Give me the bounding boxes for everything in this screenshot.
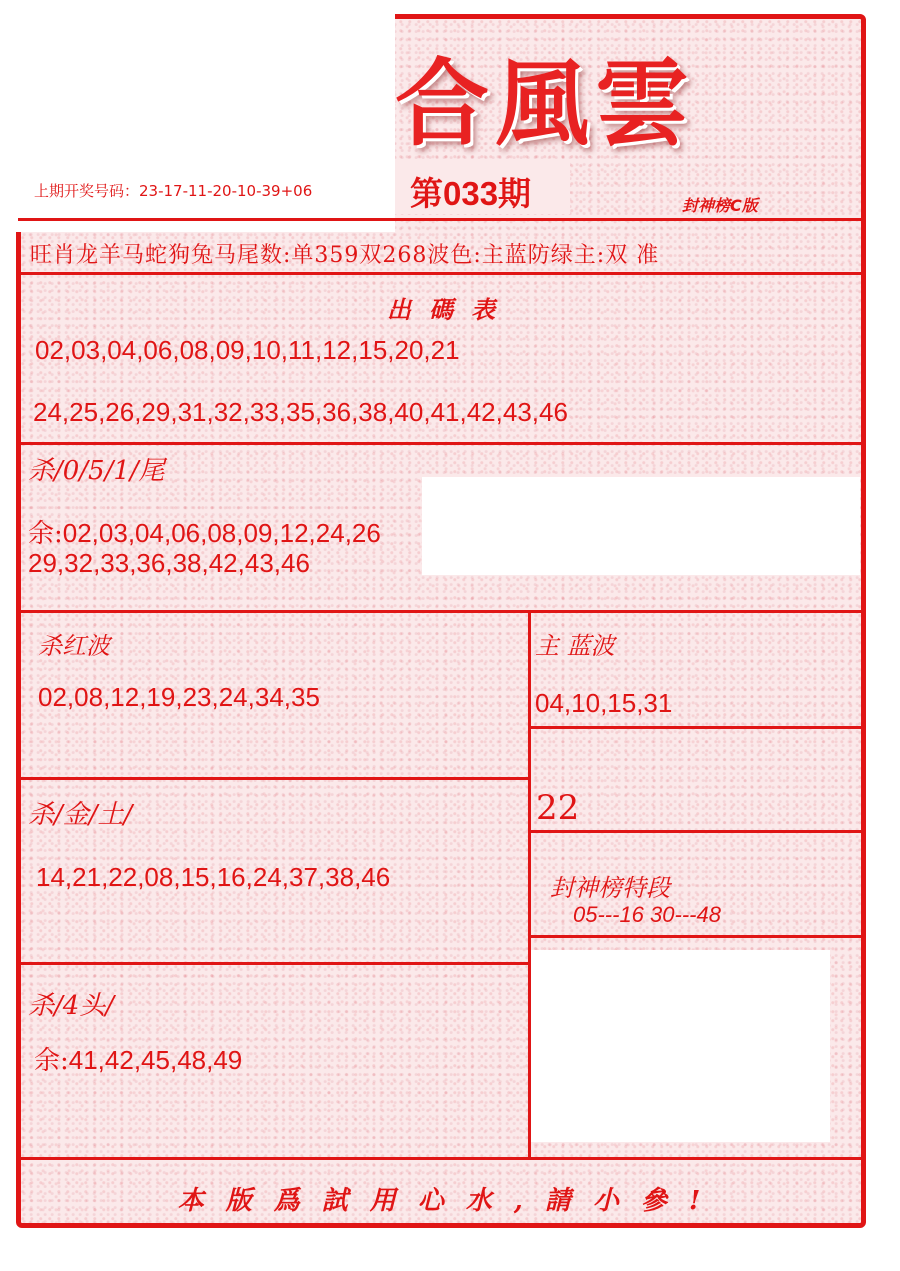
code-chart-title: 出碼表 — [387, 295, 513, 324]
special-ranges: 05---16 30---48 — [573, 902, 721, 927]
rest-label: 余: — [28, 519, 63, 549]
edition-label: 封神榜C版 — [682, 196, 758, 215]
previous-draw-numbers: 23-17-11-20-10-39+06 — [139, 182, 313, 200]
divider-chart — [18, 442, 866, 445]
blank-box-right — [422, 477, 860, 575]
kill-red-numbers: 02,08,12,19,23,24,34,35 — [38, 682, 320, 712]
divider-single — [528, 830, 866, 833]
main-blue-numbers: 04,10,15,31 — [535, 688, 673, 718]
kill-heads-row — [34, 1040, 242, 1077]
info-line: 旺肖龙羊马蛇狗兔马尾数:单359双268波色:主蓝防绿主:双 准 — [30, 243, 660, 268]
previous-draw — [34, 180, 312, 201]
single-number: 22 — [536, 788, 580, 828]
divider-red-wave — [18, 777, 530, 780]
kill-elements-numbers: 14,21,22,08,15,16,24,37,38,46 — [36, 862, 391, 892]
masthead-title: 合風雲 — [395, 49, 696, 159]
blank-box-bottom — [530, 950, 830, 1142]
kill-tails-row-2: 29,32,33,36,38,42,43,46 — [28, 548, 310, 578]
divider-info — [18, 272, 866, 275]
kill-red-heading: 杀红波 — [38, 632, 110, 660]
previous-draw-label: 上期开奖号码： — [34, 182, 140, 200]
kill-tails-heading: 杀/0/5/1/尾 — [28, 456, 165, 486]
kill-tails-numbers-1: 02,03,04,06,08,09,12,24,26 — [62, 518, 381, 548]
divider-tails — [18, 610, 866, 613]
kill-elements-heading: 杀/金/土/ — [28, 800, 133, 830]
issue-number: 第033期 — [410, 175, 532, 212]
footer-note: 本版爲試用心水,請小參! — [177, 1186, 723, 1216]
divider-header — [18, 218, 866, 221]
kill-heads-heading: 杀/4头/ — [28, 991, 115, 1021]
kill-heads-numbers: 41,42,45,48,49 — [68, 1045, 243, 1075]
code-chart-row-1: 02,03,04,06,08,09,10,11,12,15,20,21 — [35, 335, 460, 365]
divider-special — [528, 935, 866, 938]
divider-elements — [18, 962, 530, 965]
column-divider — [528, 610, 531, 1158]
divider-footer — [18, 1157, 866, 1160]
code-chart-row-2: 24,25,26,29,31,32,33,35,36,38,40,41,42,43,46 — [33, 397, 568, 427]
kill-tails-row-1 — [28, 513, 381, 550]
special-heading: 封神榜特段 — [550, 874, 670, 902]
rest-label: 余: — [34, 1046, 69, 1076]
divider-blue-wave — [528, 726, 866, 729]
main-blue-heading: 主 蓝波 — [535, 632, 615, 660]
